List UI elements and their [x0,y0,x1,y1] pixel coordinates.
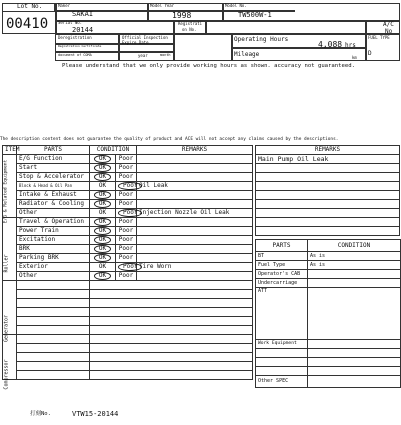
ok-mark: OK [94,254,111,262]
remark-cell [90,335,253,344]
poor-mark: Poor [118,263,142,271]
table-row [3,200,253,209]
part-name [17,362,90,371]
right-remarks-row [256,164,400,173]
blank-cell [256,358,308,367]
remark-cell: Tire Worn [137,263,253,272]
remark-cell [90,290,253,299]
item-header: ITEM [3,146,17,155]
serial-label: Serial No. [58,20,83,25]
right-remarks-row [256,209,400,218]
condition-poor-cell [116,227,137,236]
remark-cell [90,281,253,290]
section-label-eg: E/G & Related Equipment [3,159,9,224]
remark-cell [137,245,253,254]
part-name: Parking BRK [17,254,90,263]
ac-label: A/C [383,21,394,28]
ok-mark: OK [98,182,107,189]
condition-ok-cell [90,209,116,218]
part-name: Block & Head & Oil Pan [17,182,90,191]
ok-mark: OK [94,164,111,172]
condition-ok-cell [90,272,116,281]
remark-cell [90,371,253,380]
footer-label: 打刻No. [30,411,51,417]
table-row [3,326,253,335]
condition-ok-cell [90,245,116,254]
table-row [3,155,253,164]
ok-mark: OK [94,227,111,235]
model-no-value: TW500W-1 [238,11,272,19]
registration-divider [205,20,207,34]
blank-cell [308,358,401,367]
remark-cell [90,362,253,371]
parts-header: PARTS [17,146,90,155]
parts-row [256,261,401,270]
table-row [3,236,253,245]
right-remark-cell [256,218,400,227]
table-row [3,290,253,299]
year-label: year [138,53,148,58]
poor-mark: Poor [118,182,142,190]
ok-mark: OK [94,155,111,163]
model-year-divider [147,3,149,20]
remark-cell [137,200,253,209]
blank-cell [256,349,308,358]
part-name [17,326,90,335]
right-remarks-row [256,182,400,191]
parts-row [256,270,401,279]
condition-poor-cell [116,164,137,173]
remark-cell [137,155,253,164]
condition-poor-cell [116,200,137,209]
table-row [3,182,253,191]
hrs-label: hrs [345,42,356,49]
model-no-divider [222,3,224,20]
remark-cell [90,308,253,317]
ok-mark: OK [98,209,107,216]
condition-poor-cell [116,236,137,245]
lot-no-value: 00410 [6,16,49,32]
table-row [3,353,253,362]
table-row [3,227,253,236]
right-remark-cell: Main Pump Oil Leak [256,155,400,164]
parts-cond: As is [308,261,401,270]
condition-ok-cell [90,200,116,209]
part-name: Other [17,209,90,218]
right-remark-cell [256,209,400,218]
poor-mark: Poor [118,164,134,171]
remark-cell [90,317,253,326]
remark-cell [137,173,253,182]
section-label-roller: Roller [3,254,10,273]
ok-mark: OK [94,218,111,226]
remark-cell [90,326,253,335]
parts-part: ATT [256,288,308,340]
parts-part: Fuel Type [256,261,308,270]
ok-mark: OK [94,236,111,244]
remark-cell [137,164,253,173]
table-row [3,308,253,317]
parts-row [256,279,401,288]
maker-label: Maker [58,3,71,8]
parts-condition-table [255,239,401,388]
poor-mark: Poor [118,272,134,279]
reg-certificate-label: Registration Certificate [58,44,102,48]
condition-poor-cell [116,182,137,191]
condition-ok-cell [90,254,116,263]
blank-row [256,358,401,367]
blank-row [256,367,401,376]
right-remarks-row [256,191,400,200]
condition-ok-cell [90,164,116,173]
blank-cell [308,349,401,358]
remark-cell [90,353,253,362]
part-name [17,290,90,299]
poor-mark: Poor [118,191,134,198]
blank-row [256,349,401,358]
part-name: Other [17,272,90,281]
operating-value: 4,088 [318,40,343,49]
model-year-label: Model Year [150,3,175,8]
table-row [3,272,253,281]
remark-cell [137,254,253,263]
part-name: Intake & Exhaust [17,191,90,200]
ok-mark: OK [94,191,111,199]
right-remarks-row [256,227,400,236]
dereg-col-divider [118,34,120,61]
registration-label-2: on No. [182,27,197,32]
part-name [17,308,90,317]
ac-value: No [385,28,393,35]
remark-cell [137,218,253,227]
table-row [3,344,253,353]
right-remark-cell [256,200,400,209]
part-name: BRK [17,245,90,254]
table-row [3,263,253,272]
poor-mark: Poor [118,155,134,162]
right-remarks-row [256,173,400,182]
disclaimer: The description content does not guarantee the quality of product and ACE will not accept any claims caused by the descriptions. [0,137,339,142]
part-name [17,299,90,308]
ok-mark: OK [94,173,111,181]
poor-mark: Poor [118,254,134,261]
other-spec-value [308,376,401,388]
remark-cell: Injection Nozzle Oil Leak [137,209,253,218]
part-name: Exterior [17,263,90,272]
part-name [17,335,90,344]
parts-cond [308,288,401,340]
model-no-label: Model No. [225,3,247,8]
poor-mark: Poor [118,209,142,217]
registration-label-1: Registrati [178,21,203,26]
remark-cell: Oil Leak [137,182,253,191]
table-header-row [3,146,253,155]
work-equipment-value [308,340,401,349]
remark-cell [137,227,253,236]
poor-mark: Poor [118,200,134,207]
condition-ok-cell [90,218,116,227]
blank-cell [256,367,308,376]
right-remarks-header-row [256,146,400,155]
parts-part: Operator's CAB [256,270,308,279]
right-remarks-row [256,200,400,209]
condition-poor-cell [116,272,137,281]
right-remarks-row [256,218,400,227]
condition-poor-cell [116,209,137,218]
part-name: Travel & Operation [17,218,90,227]
inspection-label-1: Official Inspection [122,35,168,40]
coma-label: document of COMA [58,53,92,57]
table-row [3,335,253,344]
operating-label: Operating Hours [234,36,289,43]
table-row [3,191,253,200]
condition-ok-cell [90,182,116,191]
condition-poor-cell [116,155,137,164]
poor-mark: Poor [118,245,134,252]
poor-mark: Poor [118,218,134,225]
right-remark-cell [256,164,400,173]
ac-divider [365,20,367,34]
remark-cell [137,272,253,281]
parts-row [256,288,401,340]
section-label-compressor: Compressor [3,359,10,390]
mileage-label: Mileage [234,51,260,58]
ok-mark: OK [94,245,111,253]
condition-poor-cell [116,191,137,200]
part-name [17,281,90,290]
parts-cond [308,270,401,279]
condition-ok-cell [90,227,116,236]
section-label-generator: Generator [3,314,10,343]
model-year-value: 1998 [172,11,192,20]
condition-ok-cell [90,236,116,245]
part-name [17,344,90,353]
work-equipment-label: Work Equipment [256,340,308,349]
table-row [3,362,253,371]
part-name [17,317,90,326]
hours-notice: Please understand that we only provide working hours as shown. accuracy not guaranteed. [62,63,355,69]
condition-header: CONDITION [308,240,401,252]
right-remarks-table [255,145,400,236]
part-name: Stop & Accelerator [17,173,90,182]
part-name: E/G Function [17,155,90,164]
right-remarks-row [256,155,400,164]
table-row [3,299,253,308]
remark-cell [137,191,253,200]
inspection-label-2: Expire Date [122,40,149,45]
lot-divider [55,3,57,34]
poor-mark: Poor [118,173,134,180]
fuel-type-value: D [368,50,372,57]
condition-ok-cell [90,173,116,182]
parts-cond: As is [308,252,401,261]
condition-poor-cell [116,263,137,272]
right-remark-cell [256,182,400,191]
remark-cell [137,236,253,245]
fuel-type-label: FUEL TYPE [368,35,390,40]
month-label: month [160,53,171,57]
other-spec-row [256,376,401,388]
right-remark-cell [256,227,400,236]
parts-part: Undercarriage [256,279,308,288]
ok-mark: OK [94,200,111,208]
table-row [3,245,253,254]
table-row [3,281,253,290]
parts-header: PARTS [256,240,308,252]
footer-value: VTW15-20144 [72,410,119,418]
right-remarks-header: REMARKS [256,146,400,155]
serial-divider [173,20,175,34]
part-name: Start [17,164,90,173]
table-row [3,218,253,227]
condition-poor-cell [116,218,137,227]
condition-poor-cell [116,254,137,263]
part-name: Radiator & Cooling [17,200,90,209]
ok-mark: OK [94,272,111,280]
inspection-table [2,145,253,380]
condition-poor-cell [116,245,137,254]
part-name [17,353,90,362]
part-name [17,371,90,380]
part-name: Power Train [17,227,90,236]
remark-cell [90,344,253,353]
parts-row [256,252,401,261]
part-name: Excitation [17,236,90,245]
parts-cond [308,279,401,288]
remarks-header: REMARKS [137,146,253,155]
condition-poor-cell [116,173,137,182]
header-row1-bottom [55,20,400,22]
table-row [3,173,253,182]
right-remark-cell [256,173,400,182]
deregistration-label: Deregistration [58,35,92,40]
table-row [3,164,253,173]
blank-cell [308,367,401,376]
lot-no-label: Lot No. [17,3,43,10]
table-row [3,371,253,380]
condition-ok-cell [90,191,116,200]
serial-value: 20144 [72,26,94,34]
remark-cell [90,299,253,308]
table-row [3,317,253,326]
fuel-type-divider [365,34,367,61]
table-row [3,209,253,218]
condition-ok-cell [90,263,116,272]
condition-header: CONDITION [90,146,137,155]
parts-part: BT [256,252,308,261]
work-equipment-row [256,340,401,349]
parts-header-row [256,240,401,252]
inspection-divider [173,34,175,61]
poor-mark: Poor [118,236,134,243]
table-row [3,254,253,263]
condition-ok-cell [90,155,116,164]
other-spec-label: Other SPEC [256,376,308,388]
km-label: km [352,55,357,60]
right-remark-cell [256,191,400,200]
poor-mark: Poor [118,227,134,234]
maker-value: SAKAI [72,10,94,18]
ok-mark: OK [98,263,107,270]
